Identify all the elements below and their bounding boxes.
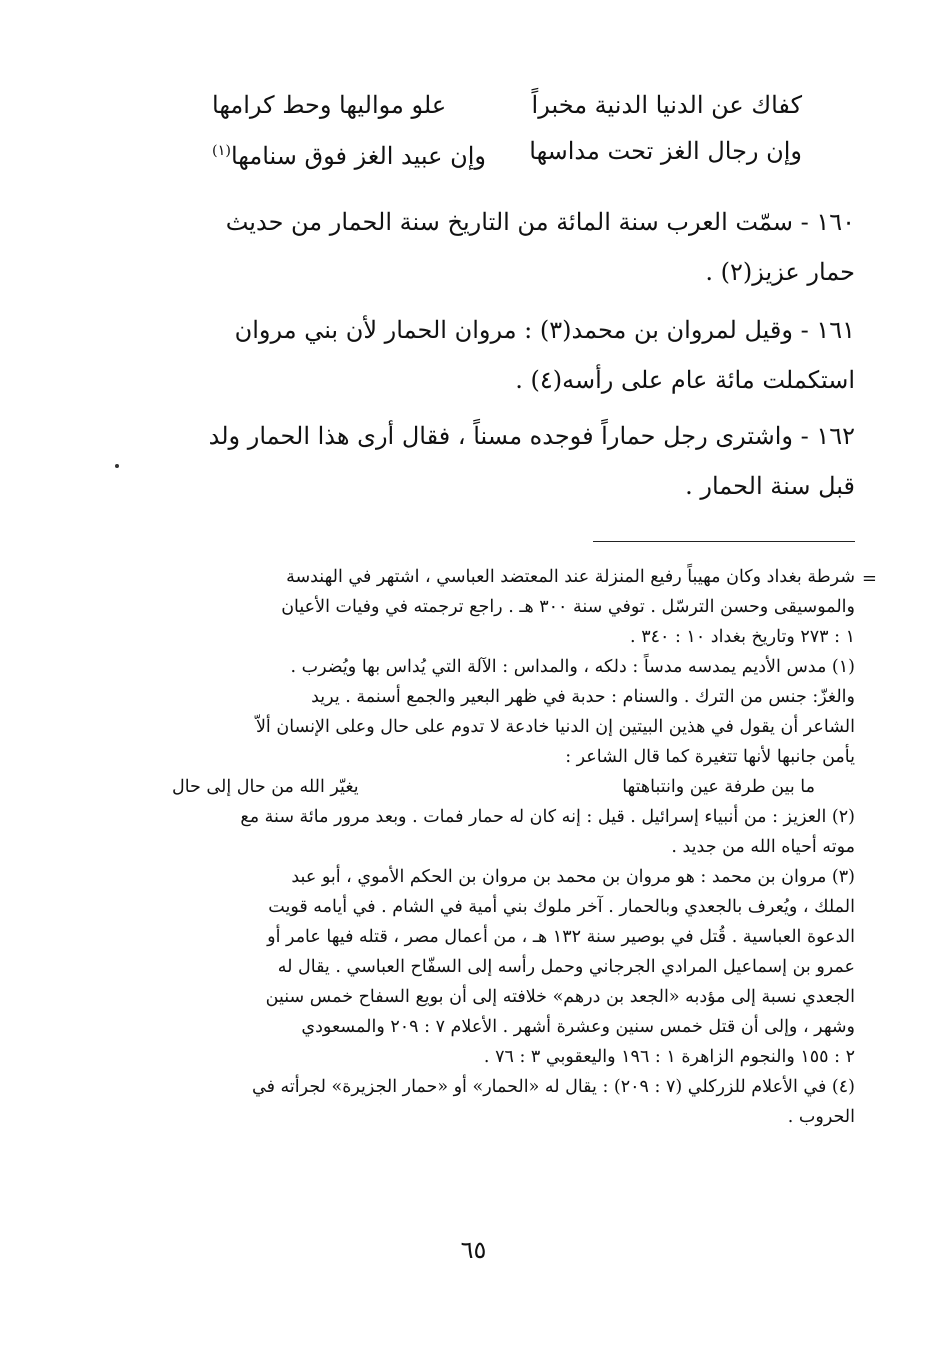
entry-line: ١٦٢ - واشترى رجل حماراً فوجده مسناً ، فقال أرى هذا الحمار ولد: [208, 422, 855, 450]
footnote-continuation: [157, 562, 855, 652]
footnote-line: عمرو بن إسماعيل المرادي الجرجاني وحمل رأسه إلى السفّاح العباسي . يقال له: [277, 957, 855, 977]
verse-line: [212, 128, 802, 174]
verse-second-hemistich: يغيّر الله من حال إلى حال: [172, 777, 359, 797]
footnote-line: ٢ : ١٥٥ والنجوم الزاهرة ١ : ١٩٦ واليعقوبي ٣ : ٧٦ .: [483, 1047, 855, 1067]
footnote-line: وشهر ، وإلى أن قتل خمس سنين وعشرة أشهر . الأعلام ٧ : ٢٠٩ والمسعودي: [301, 1017, 855, 1037]
entry-line: ١٦١ - وقيل لمروان بن محمد(٣) : مروان الحمار لأن بني مروان: [234, 316, 855, 344]
footnote-line: (١) مدس الأديم يمدسه مدساً : دلكه ، والمداس : الآلة التي يُداس بها ويُضرب .: [290, 657, 855, 677]
verse-first-hemistich: وإن رجال الغز تحت مداسها: [529, 137, 802, 165]
verse-second-hemistich: [212, 128, 486, 179]
footnote-divider: [593, 541, 855, 542]
footnote-line: الدعوة العباسية . قُتل في بوصير سنة ١٣٢ هـ ، من أعمال مصر ، قتله فيها عامر أو: [267, 927, 855, 947]
entry-line: استكملت مائة عام على رأسه(٤) .: [515, 366, 855, 394]
entry-161: [155, 305, 855, 405]
footnotes: [157, 562, 855, 1132]
verse-first-hemistich: كفاك عن الدنيا الدنية مخبراً: [531, 91, 802, 119]
footnote-line: (٢) العزيز : من أنبياء إسرائيل . قيل : إنه كان له حمار فمات . وبعد مرور مائة سنة مع: [240, 807, 855, 827]
entry-160: [155, 197, 855, 297]
page-number: ٦٥: [460, 1236, 487, 1264]
footnote-marker: (١): [212, 143, 231, 159]
continuation-mark: =: [861, 568, 877, 589]
footnote-line: والموسيقى وحسن الترسّل . توفي سنة ٣٠٠ هـ . راجع ترجمته في وفيات الأعيان: [281, 597, 855, 617]
footnote-1: [157, 652, 855, 802]
footnote-2: [157, 802, 855, 862]
verse-text: وإن عبيد الغز فوق سنامها: [230, 142, 486, 170]
footnote-line: الجعدي نسبة إلى مؤدبه «الجعد بن درهم» خلافته إلى أن بويع السفاح خمس سنين: [265, 987, 855, 1007]
footnote-line: الملك ، ويُعرف بالجعدي وبالحمار . آخر ملوك بني أمية في الشام . في أيامه قويت: [268, 897, 855, 917]
footnote-4: [157, 1072, 855, 1132]
verse-line: [212, 82, 802, 128]
footnote-line: شرطة بغداد وكان مهيباً رفيع المنزلة عند المعتضد العباسي ، اشتهر في الهندسة: [286, 567, 855, 587]
entry-line: حمار عزيز(٢) .: [705, 258, 855, 286]
stray-dot: [115, 464, 119, 468]
entry-line: ١٦٠ - سمّت العرب سنة المائة من التاريخ سنة الحمار من حديث: [225, 208, 855, 236]
footnote-line: والغزّ: جنس من الترك . والسنام : حدبة في ظهر البعير والجمع أسنمة . يريد: [311, 687, 855, 707]
footnote-verse: [157, 772, 855, 802]
footnote-line: الشاعر أن يقول في هذين البيتين إن الدنيا خادعة لا تدوم على حال وعلى الإنسان ألاّ: [255, 717, 855, 737]
footnote-line: الحروب .: [787, 1107, 855, 1127]
footnote-line: موته أحياه الله من جديد .: [671, 837, 855, 857]
footnote-3: [157, 862, 855, 1072]
footnote-line: (٤) في الأعلام للزركلي (٧ : ٢٠٩) : يقال له «الحمار» أو «حمار الجزيرة» لجرأته في: [252, 1077, 855, 1097]
footnote-line: يأمن جانبها لأنها تتغيرة كما قال الشاعر :: [565, 747, 855, 767]
verse-first-hemistich: ما بين طرفة عين وانتباهتها: [622, 777, 815, 797]
poem-verses: [212, 82, 802, 174]
verse-second-hemistich: علو مواليها وحط كرامها: [212, 91, 447, 119]
entry-line: قبل سنة الحمار .: [685, 472, 855, 500]
entry-162: [155, 411, 855, 511]
footnote-line: ١ : ٢٧٣ وتاريخ بغداد ١٠ : ٣٤٠ .: [630, 627, 855, 647]
footnote-line: (٣) مروان بن محمد : هو مروان بن محمد بن مروان بن الحكم الأموي ، أبو عبد: [291, 867, 855, 887]
